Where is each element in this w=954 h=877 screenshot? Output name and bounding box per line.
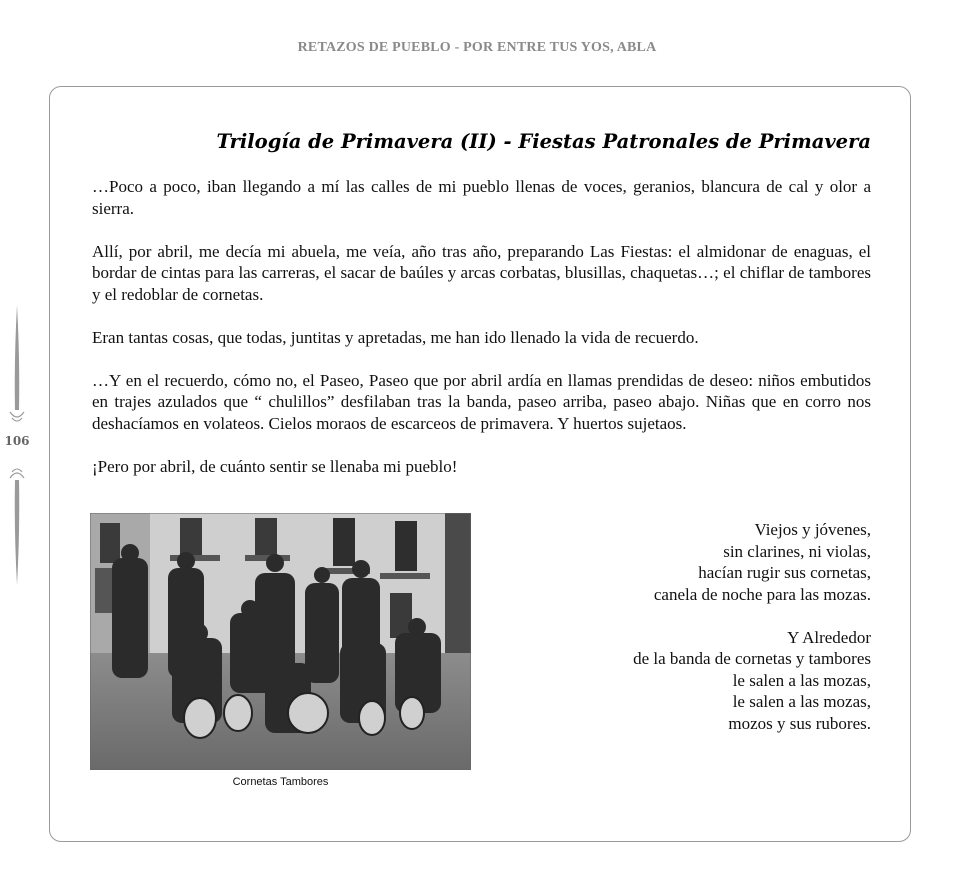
- poem-line: Viejos y jóvenes,: [754, 520, 871, 539]
- photo-caption: Cornetas Tambores: [232, 776, 329, 788]
- poem-line: Y Alrededor: [787, 627, 871, 647]
- page-number: 106: [4, 434, 30, 448]
- running-header: RETAZOS DE PUEBLO - POR ENTRE TUS YOS, ABLA: [297, 40, 657, 55]
- band-photo: [90, 513, 471, 770]
- poem: [511, 519, 871, 756]
- paragraph: Eran tantas cosas, que todas, juntitas y apretadas, me han ido llenado la vida de recuerdo.: [92, 327, 699, 347]
- paragraph: Allí, por abril, me decía mi abuela, me veía, año tras año, preparando Las Fiestas: el almidonar de enaguas, el bordar de cintas para las carreras, el sacar de baúles y arcas corbatas, blusillas, chaquetas…; el chiflar de tambores y el redoblar de cornetas.: [92, 241, 871, 304]
- paragraph: ¡Pero por abril, de cuánto sentir se llenaba mi pueblo!: [92, 456, 458, 476]
- poem-line: mozos y sus rubores.: [728, 713, 871, 733]
- article-title: Trilogía de Primavera (II) - Fiestas Patronales de Primavera: [216, 130, 871, 153]
- paragraph: …Poco a poco, iban llegando a mí las calles de mi pueblo llenas de voces, geranios, blancura de cal y olor a sierra.: [92, 177, 871, 218]
- article-body: [92, 176, 871, 499]
- poem-stanza: [511, 627, 871, 735]
- poem-line: le salen a las mozas,: [732, 670, 871, 690]
- poem-line: le salen a las mozas,: [732, 692, 871, 711]
- poem-line: de la banda de cornetas y tambores: [633, 649, 871, 668]
- poem-stanza: [511, 519, 871, 605]
- paragraph: …Y en el recuerdo, cómo no, el Paseo, Paseo que por abril ardía en llamas prendidas de deseo: niños embutidos en trajes azulados que “ chulillos” desfilaban tras la banda, paseo arriba, paseo abajo. Niñas que en corro nos deshacíamos en volateos. Cielos moraos de escarceos de primavera. Y huertos sujetaos.: [92, 370, 871, 433]
- poem-line: canela de noche para las mozas.: [653, 584, 871, 604]
- poem-line: hacían rugir sus cornetas,: [698, 563, 871, 582]
- poem-line: sin clarines, ni violas,: [723, 541, 871, 561]
